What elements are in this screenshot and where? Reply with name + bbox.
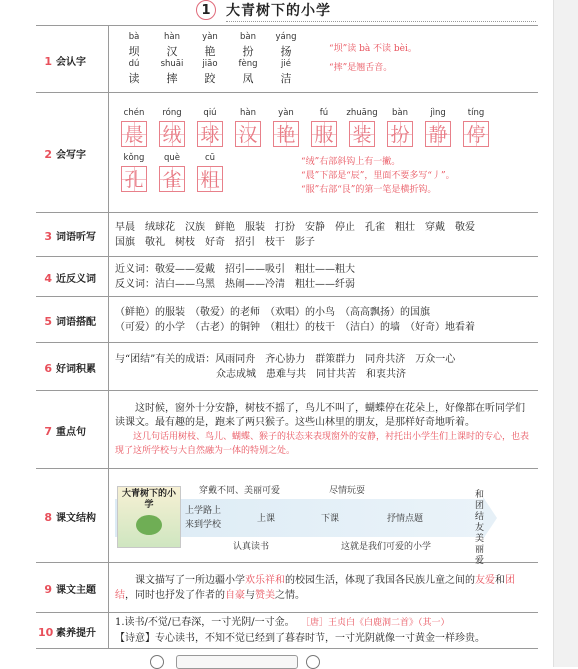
row-literacy: 10 素养提升 1.读书/不觉/已春深，一寸光阴/一寸金。 ［唐］王贞白《白鹿洞二首》（其一） 【诗意】专心读书，不知不觉已经到了暮春时节，一寸光阴就像一寸黄金一样珍贵。 bbox=[36, 613, 538, 649]
lesson-cover-image: 大青树下的小学 bbox=[117, 486, 181, 548]
note-shuai: “摔”是翘舌音。 bbox=[329, 63, 393, 73]
lesson-table bbox=[36, 25, 538, 649]
dictation-line1: 早晨 绒球花 汉族 鲜艳 服装 打扮 安静 停止 孔雀 粗壮 穿戴 敬爱 bbox=[115, 221, 475, 233]
lesson-number: 1 bbox=[196, 0, 216, 20]
lesson-title bbox=[196, 0, 331, 20]
row-theme: 9 课文主题 课文描写了一所边疆小学欢乐祥和的校园生活，体现了我国各民族儿童之间的友爱和团结，同时也抒发了作者的自豪与赞美之情。 bbox=[36, 563, 538, 613]
row-structure: 8 课文结构 大青树下的小学 穿戴不同、美丽可爱 尽情玩耍 上学路上 来到学校 上课 下课 抒情点题 认真读书 这就是我们可爱的小学 和团结友美丽爱 bbox=[36, 469, 538, 563]
scrollbar[interactable] bbox=[553, 0, 578, 667]
row-recognize bbox=[36, 26, 538, 93]
write-grid-row2: kǒng 孔 què 雀 cū 粗 bbox=[115, 153, 229, 197]
write-content: chén 晨 róng 绒 qiú 球 hàn 汉 yàn 艳 fú 服 zhuāng 装 bàn 扮 jìng 静 tíng 停 kǒng 孔 què 雀 cū 粗 “绒”右部斜钩上有一撇。 “晨”下部是“辰”，里面不要多写“丿”。 “服”右部“艮”的第一笔是横折钩。 bbox=[109, 93, 539, 213]
dictation-line2: 国旗 敬礼 树枝 好奇 招引 枝干 影子 bbox=[115, 236, 315, 248]
row-keysentence: 7 重点句 这时候，窗外十分安静，树枝不摇了，鸟儿不叫了，蝴蝶停在花朵上，好像都在听同学们读课文。最有趣的是，跑来了两只猴子。这些山林里的朋友，是那样好奇地听着。 这几句话用树枝、鸟儿、蝴蝶、猴子的状态来表现窗外的安静，衬托出小学生们上课时的专心，也表现了这所学校与大自然融为一体的特别之处。 bbox=[36, 391, 538, 469]
row-write: 2 会写字 chén 晨 róng 绒 qiú 球 hàn 汉 yàn 艳 fú 服 zhuāng 装 bàn 扮 jìng 静 tíng 停 kǒng 孔 què 雀 cū 粗 “绒”右部斜钩上有一撇。 “晨”下部是“辰”，里面不要多写“丿”。 “服”右部“艮”的第一笔是横折钩。 bbox=[36, 93, 538, 213]
label-cell: 1 会认字 bbox=[36, 26, 109, 93]
row-dictation: 3 词语听写 早晨 绒球花 汉族 鲜艳 服装 打扮 安静 停止 孔雀 粗壮 穿戴 敬爱 国旗 敬礼 树枝 好奇 招引 枝干 影子 bbox=[36, 213, 538, 257]
write-grid-row1: chén 晨 róng 绒 qiú 球 hàn 汉 yàn 艳 fú 服 zhuāng 装 bàn 扮 jìng 静 tíng 停 bbox=[115, 108, 532, 147]
structure-diagram: 大青树下的小学 穿戴不同、美丽可爱 尽情玩耍 上学路上 来到学校 上课 下课 抒情点题 认真读书 这就是我们可爱的小学 和团结友美丽爱 bbox=[115, 482, 495, 552]
lesson-title-text: 大青树下的小学 bbox=[226, 3, 331, 19]
textbook-page bbox=[36, 0, 536, 667]
row-collocation: 5 词语搭配 （鲜艳）的服装 （敬爱）的老师 （欢唱）的小鸟 （高高飘扬）的国旗 （可爱）的小学 （古老）的铜钟 （粗壮）的枝干 （洁白）的墙 （好奇）地看着 bbox=[36, 297, 538, 343]
row-synonyms: 4 近反义词 近义词：敬爱——爱戴 招引——吸引 粗壮——粗大 反义词：洁白——乌黑 热闹——冷清 粗壮——纤弱 bbox=[36, 257, 538, 297]
recognize-content: bà hàn yàn bàn yáng 坝 汉 艳 扮 扬 dú shuāi jiāo fèng jié 读 摔 跤 凤 洁 “坝”读 bà 不读 bèi。 “摔”是翘舌音。 bbox=[109, 26, 539, 93]
row-goodwords: 6 好词积累 与“团结”有关的成语：风雨同舟 齐心协力 群策群力 同舟共济 万众一心 众志成城 患难与共 同甘共苦 和衷共济 bbox=[36, 343, 538, 391]
note-ba: “坝”读 bà 不读 bèi。 bbox=[329, 44, 417, 54]
title-divider bbox=[226, 21, 536, 22]
